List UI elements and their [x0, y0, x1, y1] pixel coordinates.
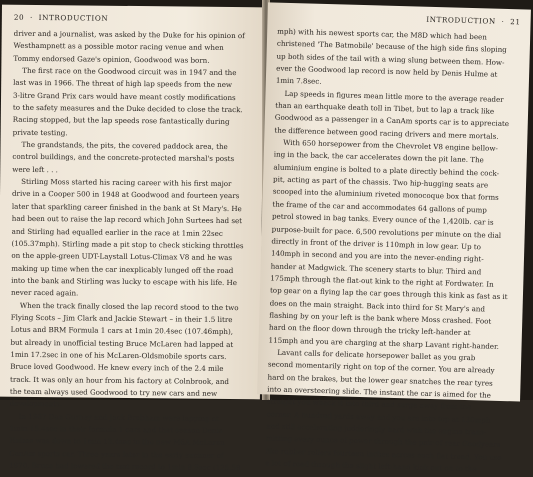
left-page-header	[14, 13, 258, 25]
text-line: second momentarily right on top of the corner. You are already	[267, 359, 495, 376]
text-line: private testing.	[12, 127, 68, 138]
text-line: 115mph and you are charging at the sharp Lavant right-hander.	[268, 335, 500, 351]
text-line: scooped into the aluminium riveted monocoque box that forms	[272, 187, 499, 203]
text-line: never raced again.	[10, 287, 79, 298]
text-line: and still accelerating judderingly hard with the engine trans-	[266, 421, 487, 437]
text-line: corner. A hundred yards away and you are into top at 130mph	[266, 409, 491, 425]
text-line: purpose-built for pace. 6,500 revolutions per minute on the dial	[271, 224, 502, 240]
text-line: In 1967 Dan Gurney and Jack Brabham were lapping at	[18, 411, 219, 423]
right-page	[257, 2, 531, 474]
text-line: Racing stopped, but the lap speeds rose fantastically during	[12, 115, 230, 127]
text-line: making up time when the car inexplicably lunged off the road	[11, 263, 234, 275]
left-page-number: 20	[13, 12, 25, 22]
left-running-head: 20 · INTRODUCTION	[13, 12, 109, 23]
text-line: hander at Madgwick. The scenery starts to blur. Third and	[270, 261, 482, 276]
text-line: track. It was only an hour from his factory at Colnbrook, and	[10, 374, 230, 386]
text-line: 3-litre Grand Prix cars would have meant costly modifications	[13, 90, 236, 102]
right-page-header	[278, 11, 521, 27]
text-line: CanAm sports car. Three years later in the early summer of	[9, 448, 224, 460]
text-line: like rubber rollers fourteen inches across each flat tread. You use	[265, 446, 502, 462]
text-line: Lap speeds in figures mean little more to the average reader	[284, 88, 504, 104]
text-line: hard on the floor down through the tricky left-hander at	[268, 322, 471, 338]
text-line: 140mph in second and you are into the never-ending right-	[270, 248, 484, 264]
text-line: When the track finally closed the lap record stood to the two	[19, 300, 239, 312]
text-line: were left . . .	[12, 164, 58, 175]
text-line: With 650 horsepower from the Chevrolet V8 engine bellow-	[283, 137, 498, 153]
text-line: control buildings, and the concrete-protected marshal's posts	[12, 152, 235, 164]
text-line: up both sides of the tail with a wing slung between them. How-	[276, 51, 505, 67]
text-line: The grandstands, the pits, the covered paddock area, the	[21, 139, 228, 152]
text-line: the difference between good racing drivers and mere mortals.	[274, 125, 499, 141]
left-page	[0, 5, 264, 473]
text-line: does on the main straight. Back into third for St Mary's and	[269, 298, 486, 314]
text-line: christened 'The Batmobile' because of the high side fins sloping	[276, 38, 507, 55]
text-line: flashing by on your left is the bank where Moss crashed. Foot	[269, 310, 492, 326]
text-line: last was in 1966. The threat of high lap speeds from the new	[13, 78, 233, 90]
text-line: Westhampnett as a possible motor racing venue and when	[13, 41, 224, 53]
text-line: to the safety measures and the Duke decided to close the track.	[12, 102, 243, 115]
text-line: 1min 17.2sec in one of his McLaren-Oldsmobile sports cars.	[10, 349, 227, 361]
text-line: 1min 7.8sec.	[275, 75, 322, 87]
text-line: driver and a journalist, was asked by the Duke for his opinion of	[13, 28, 245, 41]
text-line: ing in the back, the car accelerates down the pit lane. The	[273, 149, 484, 165]
text-line: Hulme was down to 1min 13.4sec in the new M6A McLaren	[9, 436, 225, 448]
text-line: and Stirling had equalled earlier in the race at 1min 22sec	[11, 226, 223, 238]
text-line: Goodwood as a passenger in a CanAm sports car is to appreciate	[274, 112, 510, 129]
text-line: 1min 15.4sec in their formula 1 cars and that season Denis	[9, 423, 223, 435]
text-line: petrol stowed in bag tanks. Every ounce of the 1,420lb. car is	[271, 211, 494, 227]
text-line: Tommy endorsed Gaze's opinion, Goodwood was born.	[13, 53, 210, 65]
text-line: Flying Scots – Jim Clark and Jackie Stewart – in their 1.5 litre	[10, 312, 233, 324]
right-page-number: 21	[510, 17, 521, 27]
text-line: ever the Goodwood lap record is now held by Denis Hulme at	[276, 63, 498, 79]
text-line: top gear on a flying lap the car goes through this kink as fast as it	[269, 285, 508, 302]
text-line: directly in front of the driver is 110mph in low gear. Up to	[271, 236, 482, 252]
text-line: a lot of road through the slight left-hand kink out on to the	[265, 458, 477, 474]
text-line: straight you whack it into third and surge away from the	[266, 396, 472, 412]
text-line: into an oversteering slide. The instant the car is aimed for the	[267, 384, 492, 400]
text-line: drive in a Cooper 500 in 1948 at Goodwood and fourteen years	[11, 189, 240, 201]
text-line: 1970, Bruce had lowered the test record to 1min 8.8sec (125.58	[9, 460, 241, 473]
text-line: developments.	[9, 399, 63, 409]
text-line: The first race on the Goodwood circuit was in 1947 and the	[22, 65, 237, 78]
text-line: aluminium engine is bolted to a plate directly behind the cock-	[273, 162, 500, 178]
text-line: the frame of the car and accommodates 64 gallons of pump	[272, 199, 487, 215]
text-line: than an earthquake death toll in Tibet, but to lap a track like	[275, 100, 495, 116]
text-line: 175mph through the flat-out kink to the right at Fordwater. In	[270, 273, 494, 289]
left-running-head-title: INTRODUCTION	[38, 13, 109, 23]
text-line: pit, acting as part of the chassis. Two hip-hugging seats are	[272, 174, 489, 190]
right-page-body	[265, 26, 520, 477]
right-running-head: INTRODUCTION · 21	[426, 14, 521, 27]
text-line: had been out to raise the lap record which John Surtees had set	[11, 213, 243, 226]
text-line: Lotus and BRM Formula 1 cars at 1min 20.4sec (107.46mph),	[10, 324, 234, 337]
text-line: Bruce loved Goodwood. He knew every inch of the 2.4 mile	[10, 362, 224, 374]
text-line: the team always used Goodwood to try new cars and new	[9, 386, 218, 398]
text-line: mitting every ounce of power through the pair of rear Goodyears	[265, 433, 501, 450]
text-line: later that sparkling career finished in the bank at St Mary's. He	[11, 201, 242, 213]
text-line: mph) with his newest sports car, the M8D which had been	[277, 26, 487, 42]
text-line: (105.37mph). Stirling made a pit stop to check sticking throttles	[11, 238, 244, 251]
text-line: into the bank and Stirling was lucky to escape with his life. He	[11, 275, 237, 287]
text-line: hard on the brakes, but the lower gear snatches the rear tyres	[267, 372, 493, 388]
text-line: but already in unofficial testing Bruce McLaren had lapped at	[10, 337, 234, 349]
text-line: on the apple-green UDT-Laystall Lotus-Climax V8 and he was	[11, 250, 233, 263]
text-line: Lavant calls for delicate horsepower ballet as you grab	[277, 347, 476, 363]
text-line: Stirling Moss started his racing career with his first major	[21, 176, 232, 189]
right-running-head-title: INTRODUCTION	[426, 14, 496, 26]
left-page-body	[9, 28, 258, 475]
